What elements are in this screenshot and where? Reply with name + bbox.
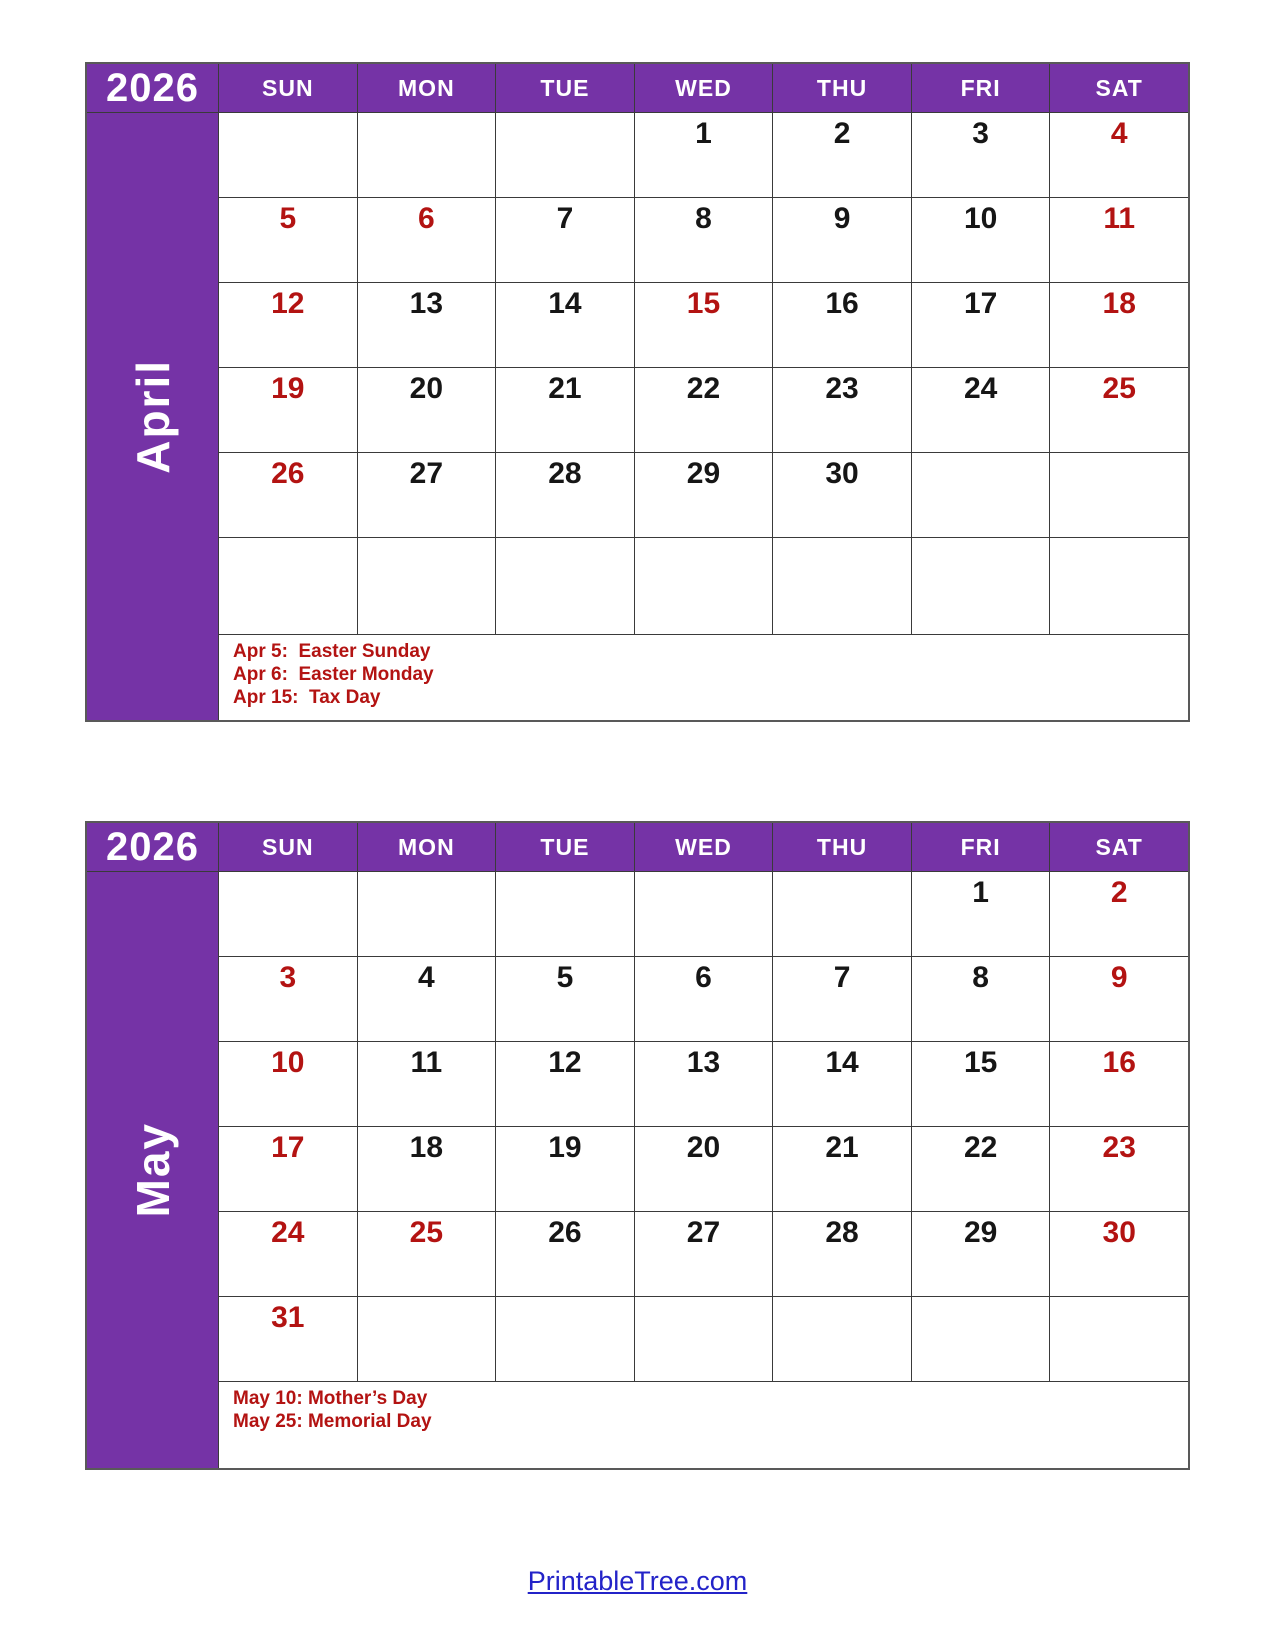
date-cell-empty — [496, 1297, 634, 1381]
date-cell-empty — [358, 1297, 496, 1381]
month-label-text: May — [126, 1122, 179, 1218]
date-cell-may-1: 1 — [912, 872, 1050, 956]
date-cell-may-14: 14 — [773, 1042, 911, 1126]
holiday-note: May 10: Mother’s Day — [233, 1388, 428, 1409]
day-header-wed: WED — [635, 64, 773, 112]
date-cell-april-1: 1 — [635, 113, 773, 197]
holiday-note: Apr 5: Easter Sunday — [233, 641, 431, 662]
date-cell-empty — [219, 113, 357, 197]
month-label-may — [87, 872, 218, 1468]
date-cell-empty — [358, 872, 496, 956]
day-header-sun: SUN — [219, 823, 357, 871]
date-cell-april-25: 25 — [1050, 368, 1188, 452]
date-cell-may-2: 2 — [1050, 872, 1188, 956]
date-cell-april-8: 8 — [635, 198, 773, 282]
date-cell-april-19: 19 — [219, 368, 357, 452]
date-cell-april-26: 26 — [219, 453, 357, 537]
date-cell-may-31: 31 — [219, 1297, 357, 1381]
date-cell-april-13: 13 — [358, 283, 496, 367]
holiday-notes-may — [219, 1382, 1188, 1468]
date-cell-may-21: 21 — [773, 1127, 911, 1211]
day-header-mon: MON — [358, 64, 496, 112]
date-cell-april-17: 17 — [912, 283, 1050, 367]
day-header-mon: MON — [358, 823, 496, 871]
holiday-note: Apr 6: Easter Monday — [233, 664, 434, 685]
date-cell-empty — [496, 113, 634, 197]
date-cell-empty — [635, 872, 773, 956]
date-cell-april-29: 29 — [635, 453, 773, 537]
date-cell-may-19: 19 — [496, 1127, 634, 1211]
date-cell-empty — [635, 538, 773, 634]
date-cell-empty — [1050, 538, 1188, 634]
date-cell-empty — [1050, 1297, 1188, 1381]
date-cell-may-26: 26 — [496, 1212, 634, 1296]
date-cell-may-8: 8 — [912, 957, 1050, 1041]
date-cell-april-27: 27 — [358, 453, 496, 537]
date-cell-april-14: 14 — [496, 283, 634, 367]
date-cell-april-16: 16 — [773, 283, 911, 367]
april-calendar-table — [85, 62, 1190, 722]
date-cell-may-25: 25 — [358, 1212, 496, 1296]
day-header-fri: FRI — [912, 823, 1050, 871]
page-footer — [0, 1566, 1275, 1597]
date-cell-empty — [219, 872, 357, 956]
day-header-thu: THU — [773, 823, 911, 871]
date-cell-may-15: 15 — [912, 1042, 1050, 1126]
date-cell-april-24: 24 — [912, 368, 1050, 452]
date-cell-may-13: 13 — [635, 1042, 773, 1126]
date-cell-empty — [496, 872, 634, 956]
footer-link[interactable]: PrintableTree.com — [527, 1566, 748, 1596]
date-cell-may-11: 11 — [358, 1042, 496, 1126]
date-cell-april-2: 2 — [773, 113, 911, 197]
date-cell-empty — [912, 453, 1050, 537]
date-cell-may-9: 9 — [1050, 957, 1188, 1041]
date-cell-empty — [358, 538, 496, 634]
date-cell-april-11: 11 — [1050, 198, 1188, 282]
date-cell-may-27: 27 — [635, 1212, 773, 1296]
day-header-fri: FRI — [912, 64, 1050, 112]
date-cell-april-9: 9 — [773, 198, 911, 282]
date-cell-may-18: 18 — [358, 1127, 496, 1211]
year-label: 2026 — [87, 64, 218, 112]
date-cell-may-24: 24 — [219, 1212, 357, 1296]
date-cell-april-7: 7 — [496, 198, 634, 282]
date-cell-april-6: 6 — [358, 198, 496, 282]
date-cell-may-6: 6 — [635, 957, 773, 1041]
date-cell-april-3: 3 — [912, 113, 1050, 197]
date-cell-may-30: 30 — [1050, 1212, 1188, 1296]
date-cell-empty — [1050, 453, 1188, 537]
holiday-notes-april — [219, 635, 1188, 720]
date-cell-empty — [912, 538, 1050, 634]
date-cell-april-30: 30 — [773, 453, 911, 537]
date-cell-april-5: 5 — [219, 198, 357, 282]
date-cell-april-20: 20 — [358, 368, 496, 452]
date-cell-may-5: 5 — [496, 957, 634, 1041]
month-label-april — [87, 113, 218, 720]
date-cell-empty — [496, 538, 634, 634]
date-cell-empty — [773, 1297, 911, 1381]
day-header-tue: TUE — [496, 823, 634, 871]
date-cell-april-15: 15 — [635, 283, 773, 367]
date-cell-april-12: 12 — [219, 283, 357, 367]
date-cell-may-17: 17 — [219, 1127, 357, 1211]
date-cell-april-23: 23 — [773, 368, 911, 452]
day-header-sat: SAT — [1050, 823, 1188, 871]
date-cell-april-18: 18 — [1050, 283, 1188, 367]
day-header-tue: TUE — [496, 64, 634, 112]
date-cell-empty — [773, 872, 911, 956]
day-header-wed: WED — [635, 823, 773, 871]
date-cell-april-10: 10 — [912, 198, 1050, 282]
day-header-sat: SAT — [1050, 64, 1188, 112]
month-label-text: April — [126, 359, 179, 474]
date-cell-april-21: 21 — [496, 368, 634, 452]
date-cell-empty — [773, 538, 911, 634]
date-cell-may-16: 16 — [1050, 1042, 1188, 1126]
date-cell-april-4: 4 — [1050, 113, 1188, 197]
date-cell-april-22: 22 — [635, 368, 773, 452]
day-header-sun: SUN — [219, 64, 357, 112]
date-cell-may-20: 20 — [635, 1127, 773, 1211]
date-cell-empty — [912, 1297, 1050, 1381]
date-cell-empty — [635, 1297, 773, 1381]
holiday-note: May 25: Memorial Day — [233, 1411, 432, 1432]
date-cell-may-7: 7 — [773, 957, 911, 1041]
date-cell-may-22: 22 — [912, 1127, 1050, 1211]
year-label: 2026 — [87, 823, 218, 871]
may-calendar-table — [85, 821, 1190, 1470]
date-cell-april-28: 28 — [496, 453, 634, 537]
date-cell-may-10: 10 — [219, 1042, 357, 1126]
date-cell-may-3: 3 — [219, 957, 357, 1041]
date-cell-may-29: 29 — [912, 1212, 1050, 1296]
date-cell-may-12: 12 — [496, 1042, 634, 1126]
holiday-note: Apr 15: Tax Day — [233, 687, 381, 708]
date-cell-may-4: 4 — [358, 957, 496, 1041]
day-header-thu: THU — [773, 64, 911, 112]
date-cell-empty — [358, 113, 496, 197]
date-cell-may-23: 23 — [1050, 1127, 1188, 1211]
date-cell-empty — [219, 538, 357, 634]
date-cell-may-28: 28 — [773, 1212, 911, 1296]
